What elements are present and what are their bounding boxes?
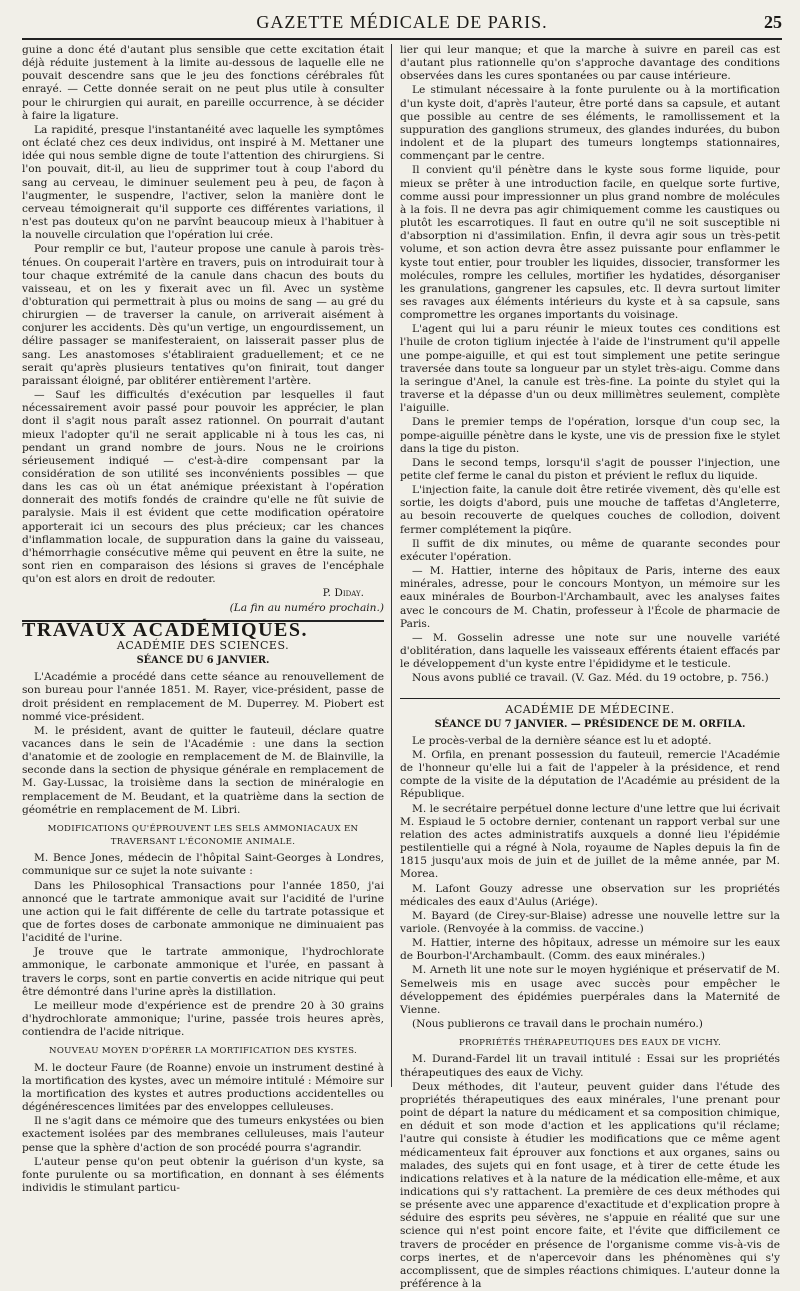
paragraph: Dans le second temps, lorsqu'il s'agit de pousser l'injection, une petite clef ferme le canal du piston et prévient le reflux du liquide. bbox=[400, 456, 780, 482]
paragraph: M. Arneth lit une note sur le moyen hygiénique et préservatif de M. Semelweis mis en usage avec succès pour empêcher le développement des épidémies puerpérales dans la Maternité de Vienne. bbox=[400, 964, 780, 1016]
paragraph: L'auteur pense qu'on peut obtenir la guérison d'un kyste, sa fonte purulente ou sa mortification, en donnant à ses éléments individis le stimulant particu- bbox=[22, 1155, 384, 1194]
paragraph: lier qui leur manque; et que la marche à suivre en pareil cas est d'autant plus rationnelle qu'on s'approche davantage des conditions observées dans les cures spontanées ou par cause intérieure. bbox=[400, 44, 780, 83]
author-signature: P. Diday. bbox=[322, 587, 364, 600]
paragraph: Dans les Philosophical Transactions pour l'année 1850, j'ai annoncé que le tartrate ammonique avait sur l'acidité de l'urine une action qui le fait différente de celle du tartrate potassique et que de fortes doses de carbonate ammonique ne diminuaient pas l'acidité de l'urine. bbox=[22, 879, 384, 945]
paragraph: Dans le premier temps de l'opération, lorsque d'un coup sec, la pompe-aiguille pénètre dans le kyste, une vis de pression fixe le stylet dans la tige du piston. bbox=[400, 416, 780, 455]
section-heading: TRAVAUX ACADÉMIQUES. bbox=[22, 618, 308, 641]
paragraph: Il convient qu'il pénètre dans le kyste sous forme liquide, pour mieux se prêter à une introduction facile, en quelque sorte furtive, comme aussi pour impressionner un plus grand nombre de molécules à la fois. Il ne devra pas agir chimiquement comme les caustiques ou plutôt les escarrotiques. Il faut en outre qu'il ne soit susceptible ni d'absorption ni d'assimilation. Enfin, il devra agir sous un très-petit volume, et son action devra être assez puissante pour enflammer le kyste tout entier, pour troubler les liquides, dissocier, transformer les molécules, rompre les cellules, mortifier les hydatides, désorganiser les granulations, gangrener les capsules, etc. Il devra surtout limiter ses ravages aux éléments intérieurs du kyste et à sa capsule, sans compromettre les organes importants du voisinage. bbox=[400, 164, 780, 322]
paragraph: Deux méthodes, dit l'auteur, peuvent guider dans l'étude des propriétés thérapeutiques des eaux minérales, l'une prenant pour point de départ la nature du médicament et sa composition chimique, en déduit et son mode d'action et les applications qu'il réclame; l'autre qui consiste à étudier les modifications que ce même agent médicamenteux fait éprouver aux fonctions et aux organes, sains ou malades, des sujets qui en font usage, et à tirer de cette étude les indications relatives et à la nature de la médication elle-même, et aux indications qui s'y rattachent. La première de ces deux méthodes qui se présente avec une apparence d'exactitude et d'explication propre à séduire des esprits peu sévères, ne s'appuie en réalité que sur une science qui n'est point encore faite, et l'évite que difficilement ce travers de procéder en présence de l'organisme comme vis-à-vis de corps inertes, et de n'apercevoir dans les phénomènes qui s'y accomplissent, que de simples réactions chimiques. L'auteur donne la préférence à la bbox=[400, 1080, 780, 1291]
header-rule bbox=[22, 38, 782, 40]
paragraph: Le procès-verbal de la dernière séance est lu et adopté. bbox=[412, 734, 712, 747]
section-rule bbox=[400, 698, 780, 699]
left-column bbox=[22, 44, 384, 1194]
paragraph: M. le secrétaire perpétuel donne lecture d'une lettre que lui écrivait M. Espiaud le 5 octobre dernier, contenant un rapport verbal sur une relation des actes administratifs auxquels a donné lieu l'épidémie pestilentielle qui a régné à Nola, royaume de Naples depuis la fin de 1815 jusqu'aux mois de juin et de juillet de la même année, par M. Morea. bbox=[400, 802, 780, 881]
paragraph: — Sauf les difficultés d'exécution par lesquelles il faut nécessairement avoir passé pour pouvoir les apprécier, le plan dont il s'agit nous paraît assez rationnel. On pourrait d'autant mieux l'adopter qu'il ne serait applicable ni à tous les cas, ni pendant un grand nombre de jours. Nous ne le croirions sérieusement indiqué — c'est-à-dire compensant par la considération de son utilité ses inconvénients possibles — que dans les cas où un état anémique préexistant à l'opération donnerait des motifs fondés de craindre qu'elle ne fût suivie de paralysie. Mais il est évident que cette modification opératoire apporterait ici un secours des plus précieux; car les chances d'inflammation locale, de suppuration dans la gaine du vaisseau, d'hémorrhagie consécutive même qui peuvent en être la suite, ne sont rien en comparaison des lésions si graves de l'encéphale qu'on est alors en droit de redouter. bbox=[22, 389, 384, 586]
topic-heading: PROPRIÉTÉS THÉRAPEUTIQUES DES EAUX DE VICHY. bbox=[458, 1038, 722, 1049]
paragraph: Je trouve que le tartrate ammonique, l'hydrochlorate ammonique, le carbonate ammonique et l'urée, en passant à travers le corps, sont en partie convertis en acide nitrique qui peut être démontré dans l'urine après la distillation. bbox=[22, 946, 384, 998]
spacer bbox=[400, 686, 780, 696]
paragraph: M. le docteur Faure (de Roanne) envoie un instrument destiné à la mortification des kystes, avec un mémoire intitulé : Mémoire sur la mortification des kystes et autres productions accidentelles ou dégénérescences limitées par des enveloppes celluleuses. bbox=[22, 1061, 384, 1114]
paragraph: Il suffit de dix minutes, ou même de quarante secondes pour exécuter l'opération. bbox=[400, 537, 780, 563]
paragraph: M. le président, avant de quitter le fauteuil, déclare quatre vacances dans le sein de l'Académie : une dans la section d'anatomie et de zoologie en remplacement de M. de Blainville, la seconde dans la section de physique générale en remplacement de M. Gay-Lussac, la troisième dans la section de minéralogie en remplacement de M. Beudant, et la quatrième dans la section de géométrie en remplacement de M. Libri. bbox=[22, 724, 384, 816]
paragraph: Pour remplir ce but, l'auteur propose une canule à parois très-ténues. On couperait l'artère en travers, puis on introduirait tour à tour chaque extrémité de la canule dans chacun des bouts du vaisseau, et on les y fixerait avec un fil. Avec un système d'obturation qui permettrait à plus ou moins de sang — au gré du chirurgien — de traverser la canule, on arriverait aisément à conjurer les accidents. Dès qu'un vertige, un engourdissement, un délire passager se manifesteraient, on laisserait passer plus de sang. Les anastomoses s'établiraient graduellement; et ce ne serait qu'après plusieurs tentatives qu'on finirait, tout danger paraissant éloigné, par oblitérer entièrement l'artère. bbox=[22, 243, 384, 387]
right-column bbox=[400, 44, 780, 1291]
topic-heading: NOUVEAU MOYEN D'OPÉRER LA MORTIFICATION DES KYSTES. bbox=[49, 1046, 357, 1057]
paragraph: La rapidité, presque l'instantanéité avec laquelle les symptômes ont éclaté chez ces deux individus, ont inspiré à M. Mettaner une idée qui nous semble digne de toute l'attention des chirurgiens. Si l'on pouvait, dit-il, au lieu de supprimer tout à coup l'abord du sang au cerveau, le diminuer seulement peu à peu, de façon à l'augmenter, le suspendre, l'activer, selon la manière dont le cerveau témoignerait qu'il supporte ces différentes variations, il n'est pas douteux qu'on ne parvînt beaucoup mieux à l'habituer à la nouvelle circulation que l'opération lui crée. bbox=[22, 123, 384, 242]
paragraph: L'agent qui lui a paru réunir le mieux toutes ces conditions est l'huile de croton tiglium injectée à l'aide de l'instrument qu'il appelle une pompe-aiguille, et qui est tout simplement une petite seringue traversée dans toute sa longueur par un stylet très-aigu. Comme dans la seringue d'Anel, la canule est très-fine. La pointe du stylet qui la traverse et la dépasse d'un ou deux millimètres seulement, complète l'aiguille. bbox=[400, 323, 780, 415]
academy-heading: ACADÉMIE DE MÉDECINE. bbox=[505, 702, 675, 716]
journal-title: GAZETTE MÉDICALE DE PARIS. bbox=[256, 12, 548, 32]
paragraph: M. Lafont Gouzy adresse une observation sur les propriétés médicales des eaux d'Aulus (Ariége). bbox=[400, 882, 780, 908]
running-head bbox=[22, 12, 782, 36]
paragraph: guine a donc été d'autant plus sensible que cette excitation était déjà réduite justement à la limite au-dessous de laquelle elle ne pouvait descendre sans que le jeu des fonctions cérébrales fût enrayé. — Cette donnée serait on ne peut plus utile à consulter pour le chirurgien qui aurait, en pareille occurrence, à se décider à faire la ligature. bbox=[22, 44, 384, 122]
paragraph: L'Académie a procédé dans cette séance au renouvellement de son bureau pour l'année 1851. M. Rayer, vice-président, passe de droit président en remplacement de M. Duperrey. M. Piobert est nommé vice-président. bbox=[22, 671, 384, 723]
session-line: SÉANCE DU 6 JANVIER. bbox=[136, 655, 270, 667]
page-number: 25 bbox=[764, 12, 782, 32]
paragraph: Le meilleur mode d'expérience est de prendre 20 à 30 grains d'hydrochlorate ammonique; l'urine, passée trois heures après, contiendra de l'acide nitrique. bbox=[22, 999, 384, 1039]
continued-note: (La fin au numéro prochain.) bbox=[229, 601, 384, 614]
paragraph: L'injection faite, la canule doit être retirée vivement, dès qu'elle est sortie, les doigts d'abord, puis une mouche de taffetas d'Angleterre, au besoin recouverte de quelques couches de collodion, doivent fermer complétement la piqûre. bbox=[400, 484, 780, 536]
paragraph: M. Bence Jones, médecin de l'hôpital Saint-Georges à Londres, communique sur ce sujet la note suivante : bbox=[22, 852, 384, 878]
paragraph: M. Durand-Fardel lit un travail intitulé : Essai sur les propriétés thérapeutiques des eaux de Vichy. bbox=[400, 1053, 780, 1079]
paragraph: Il ne s'agit dans ce mémoire que des tumeurs enkystées ou bien exactement isolées par des membranes celluleuses, mais l'auteur pense que la sphère d'action de son procédé pourra s'agrandir. bbox=[22, 1115, 384, 1154]
paragraph: Nous avons publié ce travail. (V. Gaz. Méd. du 19 octobre, p. 756.) bbox=[412, 672, 769, 685]
academy-heading: ACADÉMIE DES SCIENCES. bbox=[116, 638, 290, 652]
paragraph: Le stimulant nécessaire à la fonte purulente ou à la mortification d'un kyste doit, d'après l'auteur, être porté dans sa capsule, et autant que possible au centre de ses éléments, le ramollissement et la suppuration des ganglions strumeux, des glandes indurées, du bubon indolent et de la plupart des tumeurs longtemps stationnaires, commençant par le centre. bbox=[400, 84, 780, 163]
session-line: SÉANCE DU 7 JANVIER. — PRÉSIDENCE DE M. ORFILA. bbox=[434, 718, 746, 730]
topic-heading: MODIFICATIONS QU'ÉPROUVENT LES SELS AMMONIACAUX EN TRAVERSANT L'ÉCONOMIE ANIMALE. bbox=[47, 823, 359, 848]
paragraph: M. Hattier, interne des hôpitaux, adresse un mémoire sur les eaux de Bourbon-l'Archambault. (Comm. des eaux minérales.) bbox=[400, 937, 780, 963]
paragraph: M. Bayard (de Cirey-sur-Blaise) adresse une nouvelle lettre sur la variole. (Renvoyée à la commiss. de vaccine.) bbox=[400, 909, 780, 935]
paragraph: — M. Hattier, interne des hôpitaux de Paris, interne des eaux minérales, adresse, pour le concours Montyon, un mémoire sur les eaux minérales de Bourbon-l'Archambault, avec les analyses faites avec le concours de M. Chatin, professeur à l'École de pharmacie de Paris. bbox=[400, 565, 780, 630]
paragraph: (Nous publierons ce travail dans le prochain numéro.) bbox=[412, 1018, 703, 1031]
paragraph: M. Orfila, en prenant possession du fauteuil, remercie l'Académie de l'honneur qu'elle lui a fait de l'appeler à la présidence, et rend compte de la visite de la députation de l'Académie au président de la République. bbox=[400, 748, 780, 801]
paragraph: — M. Gosselin adresse une note sur une nouvelle variété d'oblitération, dans laquelle les vaisseaux efférents étaient effacés par le développement d'un kyste entre l'épididyme et le testicule. bbox=[400, 631, 780, 671]
column-divider bbox=[391, 44, 392, 1087]
